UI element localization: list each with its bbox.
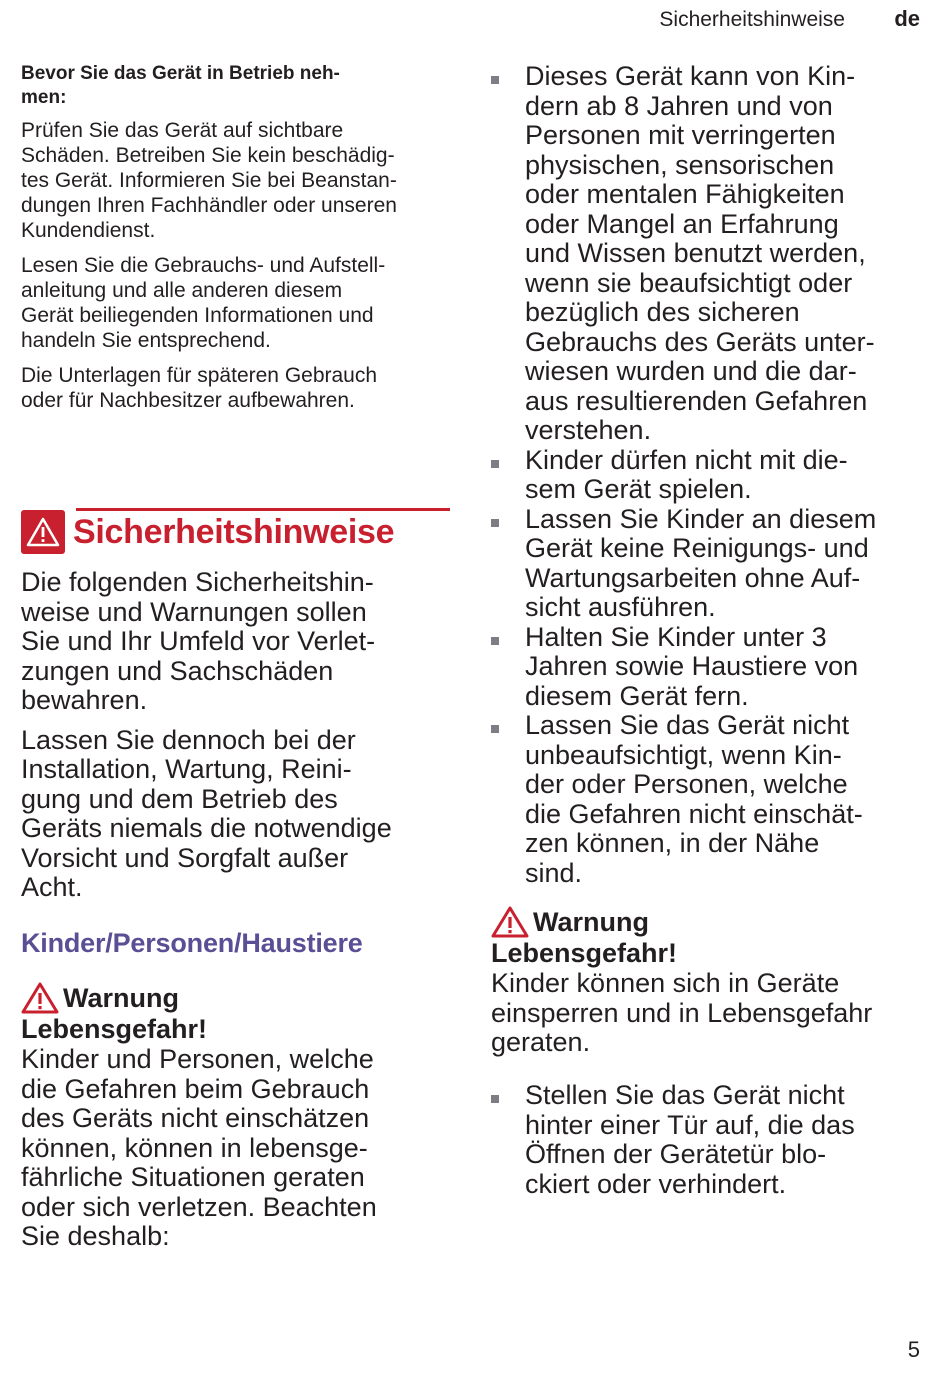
bullet-list	[491, 62, 921, 888]
bullet-square-icon	[491, 637, 499, 645]
intro-paragraph: Prüfen Sie das Gerät auf sichtbare Schäden. Betreiben Sie kein beschädig- tes Gerät. Informieren Sie bei Beanstan- dungen Ihren Fachhändler oder unseren Kundendienst.	[21, 119, 397, 242]
section-title: Sicherheitshinweise	[73, 512, 395, 551]
subheading-children-persons-pets: Kinder/Personen/Haustiere	[21, 928, 363, 958]
safety-body	[21, 568, 451, 913]
running-header-lang: de	[894, 6, 920, 31]
warning-label: Warnung	[63, 982, 179, 1013]
list-item: Kinder dürfen nicht mit die- sem Gerät spielen.	[491, 446, 921, 505]
page-number: 5	[907, 1337, 920, 1362]
warning-title	[21, 982, 451, 1014]
section-heading	[21, 510, 394, 554]
running-header-section: Sicherheitshinweise	[659, 8, 845, 31]
list-item: Lassen Sie das Gerät nicht unbeaufsichtigt, wenn Kin- der oder Personen, welche die Gefahren nicht einschät- zen können, in der Nähe sind.	[491, 711, 921, 888]
subheading-block	[21, 928, 451, 959]
warning-block-2	[491, 906, 921, 1068]
intro-heading: Bevor Sie das Gerät in Betrieb neh- men:	[21, 63, 340, 108]
list-item: Dieses Gerät kann von Kin- dern ab 8 Jahren und von Personen mit verringerten physischen, sensorischen oder mentalen Fähigkeiten oder Mangel an Erfahrung und Wissen benutzt werden, wenn sie beaufsichtigt oder bezüglich des sicheren Gebrauchs des Geräts unter- wiesen wurden und die dar- aus resultierenden Gefahren verstehen.	[491, 62, 921, 446]
safety-paragraph: Lassen Sie dennoch bei der Installation, Wartung, Reini- gung und dem Betrieb des Geräts niemals die notwendige Vorsicht und Sorgfalt außer Acht.	[21, 724, 392, 902]
right-column	[491, 62, 921, 888]
warning-subtitle: Lebensgefahr!	[491, 938, 678, 968]
warning-triangle-icon	[491, 906, 529, 938]
bullet-square-icon	[491, 76, 499, 84]
warning-triangle-icon	[21, 510, 65, 554]
bullet-square-icon	[491, 725, 499, 733]
bullet-square-icon	[491, 1095, 499, 1103]
bullet-list	[491, 1081, 921, 1199]
left-column	[21, 62, 451, 423]
warning-text: Kinder und Personen, welche die Gefahren beim Gebrauch des Geräts nicht einschätzen können, können in lebensge- fährliche Situationen geraten oder sich verletzen. Beachten Sie deshalb:	[21, 1044, 377, 1251]
warning-text: Kinder können sich in Geräte einsperren und in Lebensgefahr geraten.	[491, 968, 873, 1057]
intro-paragraph: Die Unterlagen für späteren Gebrauch oder für Nachbesitzer aufbewahren.	[21, 364, 378, 412]
warning-title	[491, 906, 921, 938]
intro-paragraph: Lesen Sie die Gebrauchs- und Aufstell- anleitung und alle anderen diesem Gerät beiliegenden Informationen und handeln Sie entsprechend.	[21, 254, 386, 352]
list-item: Stellen Sie das Gerät nicht hinter einer Tür auf, die das Öffnen der Gerätetür blo- ckiert oder verhindert.	[491, 1081, 921, 1199]
warning-subtitle: Lebensgefahr!	[21, 1014, 208, 1044]
warning-label: Warnung	[533, 906, 649, 937]
list-item: Halten Sie Kinder unter 3 Jahren sowie Haustiere von diesem Gerät fern.	[491, 623, 921, 712]
bullet-square-icon	[491, 519, 499, 527]
safety-paragraph: Die folgenden Sicherheitshin- weise und Warnungen sollen Sie und Ihr Umfeld vor Verlet- zungen und Sachschäden bewahren.	[21, 567, 376, 715]
bullet-square-icon	[491, 460, 499, 468]
bullet-list-2-wrap	[491, 1081, 921, 1199]
warning-block-1	[21, 982, 451, 1262]
warning-triangle-icon	[21, 982, 59, 1014]
list-item: Lassen Sie Kinder an diesem Gerät keine Reinigungs- und Wartungsarbeiten ohne Auf- sicht ausführen.	[491, 505, 921, 623]
